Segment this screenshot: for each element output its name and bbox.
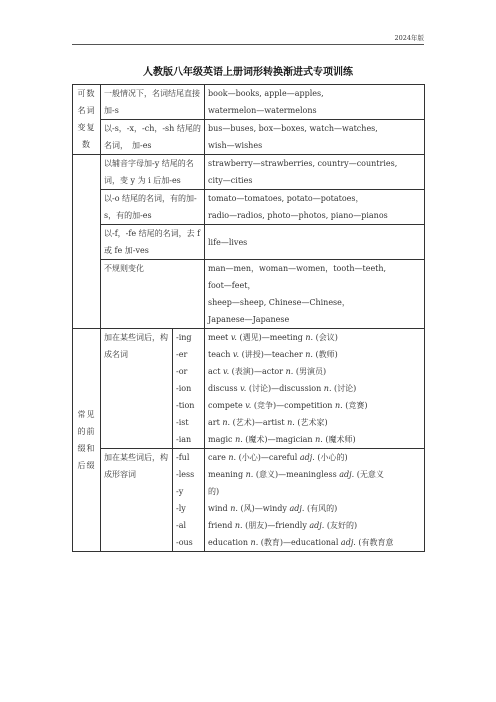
derived-pos: adj. xyxy=(339,470,355,479)
suffix: -ly xyxy=(176,504,186,513)
suffix: -ing xyxy=(176,333,192,342)
example-line: Japanese—Japanese xyxy=(208,315,290,324)
suffix: -ian xyxy=(176,435,192,444)
plural-category-cell xyxy=(73,85,101,155)
base-word: discuss xyxy=(208,384,241,393)
arrow: — xyxy=(253,367,262,376)
suffix: -y xyxy=(176,487,184,496)
plural-row xyxy=(73,85,425,120)
arrow: — xyxy=(261,333,270,342)
example-line xyxy=(208,363,421,380)
base-gloss: (艺术) xyxy=(230,418,255,427)
base-pos: n. xyxy=(235,435,243,444)
base-gloss: (朋友) xyxy=(242,521,268,530)
derived-gloss: (魔术师) xyxy=(322,435,356,444)
base-word: meaning xyxy=(208,470,246,479)
suffix: -ous xyxy=(176,538,193,547)
affix-category: 常见的前缀和后缀 xyxy=(77,410,96,470)
example-line xyxy=(208,534,421,551)
derived-pos: n. xyxy=(305,333,314,342)
derived-word: friendly xyxy=(275,521,310,530)
example-line xyxy=(208,380,421,397)
document-title: 人教版八年级英语上册词形转换渐进式专项训练 xyxy=(143,67,353,78)
derived-word: competition xyxy=(284,401,335,410)
derived-word: teacher xyxy=(271,350,306,359)
plural-examples xyxy=(205,120,425,155)
plural-examples xyxy=(205,155,425,190)
example-line xyxy=(208,466,421,483)
base-gloss: (风) xyxy=(237,504,255,513)
derived-word: meeting xyxy=(269,333,306,342)
example-line xyxy=(208,346,421,363)
base-gloss: (遇见) xyxy=(236,333,262,342)
example-continuation: 的) xyxy=(208,487,220,496)
word-formation-table xyxy=(72,84,425,552)
base-word: wind xyxy=(208,504,231,513)
plural-rule: 以-o 结尾的名词，有的加-s，有的加-es xyxy=(101,190,205,225)
derived-pos: n. xyxy=(287,418,295,427)
derived-gloss: (男演员) xyxy=(293,367,327,376)
derived-word: meaningless xyxy=(286,470,340,479)
derived-word: educational xyxy=(291,538,341,547)
example-line xyxy=(208,449,421,466)
affix-examples xyxy=(205,449,425,552)
example-line: city—cities xyxy=(208,176,253,185)
arrow: — xyxy=(283,538,292,547)
base-gloss: (表演) xyxy=(229,367,254,376)
plural-examples xyxy=(205,85,425,120)
plural-row xyxy=(73,155,425,190)
derived-gloss: (友好的) xyxy=(324,521,358,530)
affix-examples xyxy=(205,329,425,449)
derived-word: careful xyxy=(268,453,300,462)
base-word: compete xyxy=(208,401,246,410)
suffix: -tion xyxy=(176,401,195,410)
plural-rule: 以辅音字母加-y 结尾的名词，变 y 为 i 后加-es xyxy=(101,155,205,190)
base-gloss: (意义) xyxy=(253,470,279,479)
example-line: strawberry—strawberries, country—countries, xyxy=(208,159,398,168)
example-line xyxy=(208,517,421,534)
base-gloss: (小心) xyxy=(236,453,261,462)
derived-gloss: (有风的) xyxy=(304,504,338,513)
derived-pos: n. xyxy=(334,401,343,410)
suffix: -or xyxy=(176,367,188,376)
example-line: tomato—tomatoes, potato—potatoes， xyxy=(208,194,364,203)
derived-pos: n. xyxy=(305,350,313,359)
base-pos: v. xyxy=(232,350,240,359)
base-pos: n. xyxy=(245,470,254,479)
base-gloss: (竞争) xyxy=(251,401,277,410)
derived-gloss: (教师) xyxy=(312,350,338,359)
derived-pos: adj. xyxy=(289,504,305,513)
base-pos: n. xyxy=(222,418,231,427)
arrow: — xyxy=(263,350,272,359)
derived-gloss: (有教育意 xyxy=(355,538,394,547)
example-line: watermelon—watermelons xyxy=(208,106,317,115)
plural-row xyxy=(73,190,425,225)
derived-gloss: (讨论) xyxy=(331,384,357,393)
example-line: man—men，woman—women，tooth—teeth, xyxy=(208,264,387,273)
derived-gloss: (会议) xyxy=(313,333,338,342)
base-word: act xyxy=(208,367,224,376)
example-line xyxy=(208,414,421,431)
suffix: -ist xyxy=(176,418,189,427)
derived-word: windy xyxy=(262,504,290,513)
suffix-list xyxy=(173,449,205,552)
derived-word: magician xyxy=(275,435,316,444)
plural-rule: 以-f，-fe 结尾的名词，去 f 或 fe 加-ves xyxy=(101,225,205,260)
year-tag: 2024年版 xyxy=(394,34,424,42)
plural-examples xyxy=(205,225,425,260)
example-line: wish—wishes xyxy=(208,141,263,150)
base-gloss: (教育) xyxy=(258,538,284,547)
arrow: — xyxy=(267,435,276,444)
plural-category-empty xyxy=(73,155,101,329)
derived-pos: n. xyxy=(285,367,294,376)
example-line: radio—radios, photo—photos, piano—pianos xyxy=(208,211,388,220)
derived-gloss: (竞赛) xyxy=(342,401,368,410)
arrow: — xyxy=(260,453,269,462)
base-word: art xyxy=(208,418,223,427)
plural-category: 可数名词变复数 xyxy=(77,89,96,149)
base-pos: v. xyxy=(230,333,237,342)
example-line xyxy=(208,397,421,414)
plural-rule: 一般情况下，名词结尾直接加-s xyxy=(101,85,205,120)
arrow: — xyxy=(276,401,285,410)
arrow: — xyxy=(254,504,263,513)
suffix: -ion xyxy=(176,384,192,393)
plural-rule: 不规则变化 xyxy=(101,260,205,329)
suffix: -less xyxy=(176,470,195,479)
base-word: friend xyxy=(208,521,235,530)
example-line xyxy=(208,431,421,448)
example-line: bus—buses, box—boxes, watch—watches, xyxy=(208,124,378,133)
affix-group-row xyxy=(73,329,425,449)
base-word: magic xyxy=(208,435,236,444)
header-rule xyxy=(72,44,424,45)
arrow: — xyxy=(267,521,276,530)
derived-pos: adj. xyxy=(340,538,356,547)
example-line xyxy=(208,329,421,346)
suffix: -ful xyxy=(176,453,190,462)
base-pos: n. xyxy=(250,538,259,547)
arrow: — xyxy=(271,384,280,393)
suffix: -al xyxy=(176,521,187,530)
derived-word: actor xyxy=(261,367,286,376)
example-line: life—lives xyxy=(208,237,248,247)
plural-row xyxy=(73,225,425,260)
example-line: book—books, apple—apples, xyxy=(208,89,324,98)
base-gloss: (魔术) xyxy=(242,435,268,444)
base-gloss: (讨论) xyxy=(246,384,272,393)
arrow: — xyxy=(254,418,263,427)
base-pos: n. xyxy=(228,453,237,462)
suffix: -er xyxy=(176,350,188,359)
base-pos: v. xyxy=(240,384,247,393)
plural-rule: 以-s，-x，-ch，-sh 结尾的名词， 加-es xyxy=(101,120,205,155)
base-gloss: (讲授) xyxy=(239,350,264,359)
plural-row xyxy=(73,260,425,329)
affix-rule: 加在某些词后，构成名词 xyxy=(101,329,173,449)
suffix-list xyxy=(173,329,205,449)
derived-pos: adj. xyxy=(309,521,325,530)
plural-row xyxy=(73,120,425,155)
base-pos: n. xyxy=(234,521,243,530)
example-line xyxy=(208,500,421,517)
base-word: teach xyxy=(208,350,233,359)
derived-pos: adj. xyxy=(299,453,315,462)
base-word: education xyxy=(208,538,251,547)
example-line: foot—feet， xyxy=(208,281,256,290)
base-pos: v. xyxy=(245,401,252,410)
example-line: sheep—sheep, Chinese—Chinese， xyxy=(208,298,350,307)
affix-group-row xyxy=(73,449,425,552)
affix-rule: 加在某些词后，构成形容词 xyxy=(101,449,173,552)
derived-gloss: (小心的) xyxy=(314,453,348,462)
derived-gloss: (艺术家) xyxy=(294,418,328,427)
derived-pos: n. xyxy=(315,435,323,444)
plural-examples xyxy=(205,260,425,329)
affix-category-cell xyxy=(73,329,101,552)
arrow: — xyxy=(278,470,287,479)
derived-word: artist xyxy=(262,418,288,427)
base-word: meet xyxy=(208,333,231,342)
plural-examples xyxy=(205,190,425,225)
base-pos: n. xyxy=(230,504,238,513)
derived-word: discussion xyxy=(279,384,324,393)
base-word: care xyxy=(208,453,229,462)
base-pos: v. xyxy=(223,367,230,376)
derived-pos: n. xyxy=(323,384,332,393)
derived-gloss: (无意义 xyxy=(354,470,384,479)
